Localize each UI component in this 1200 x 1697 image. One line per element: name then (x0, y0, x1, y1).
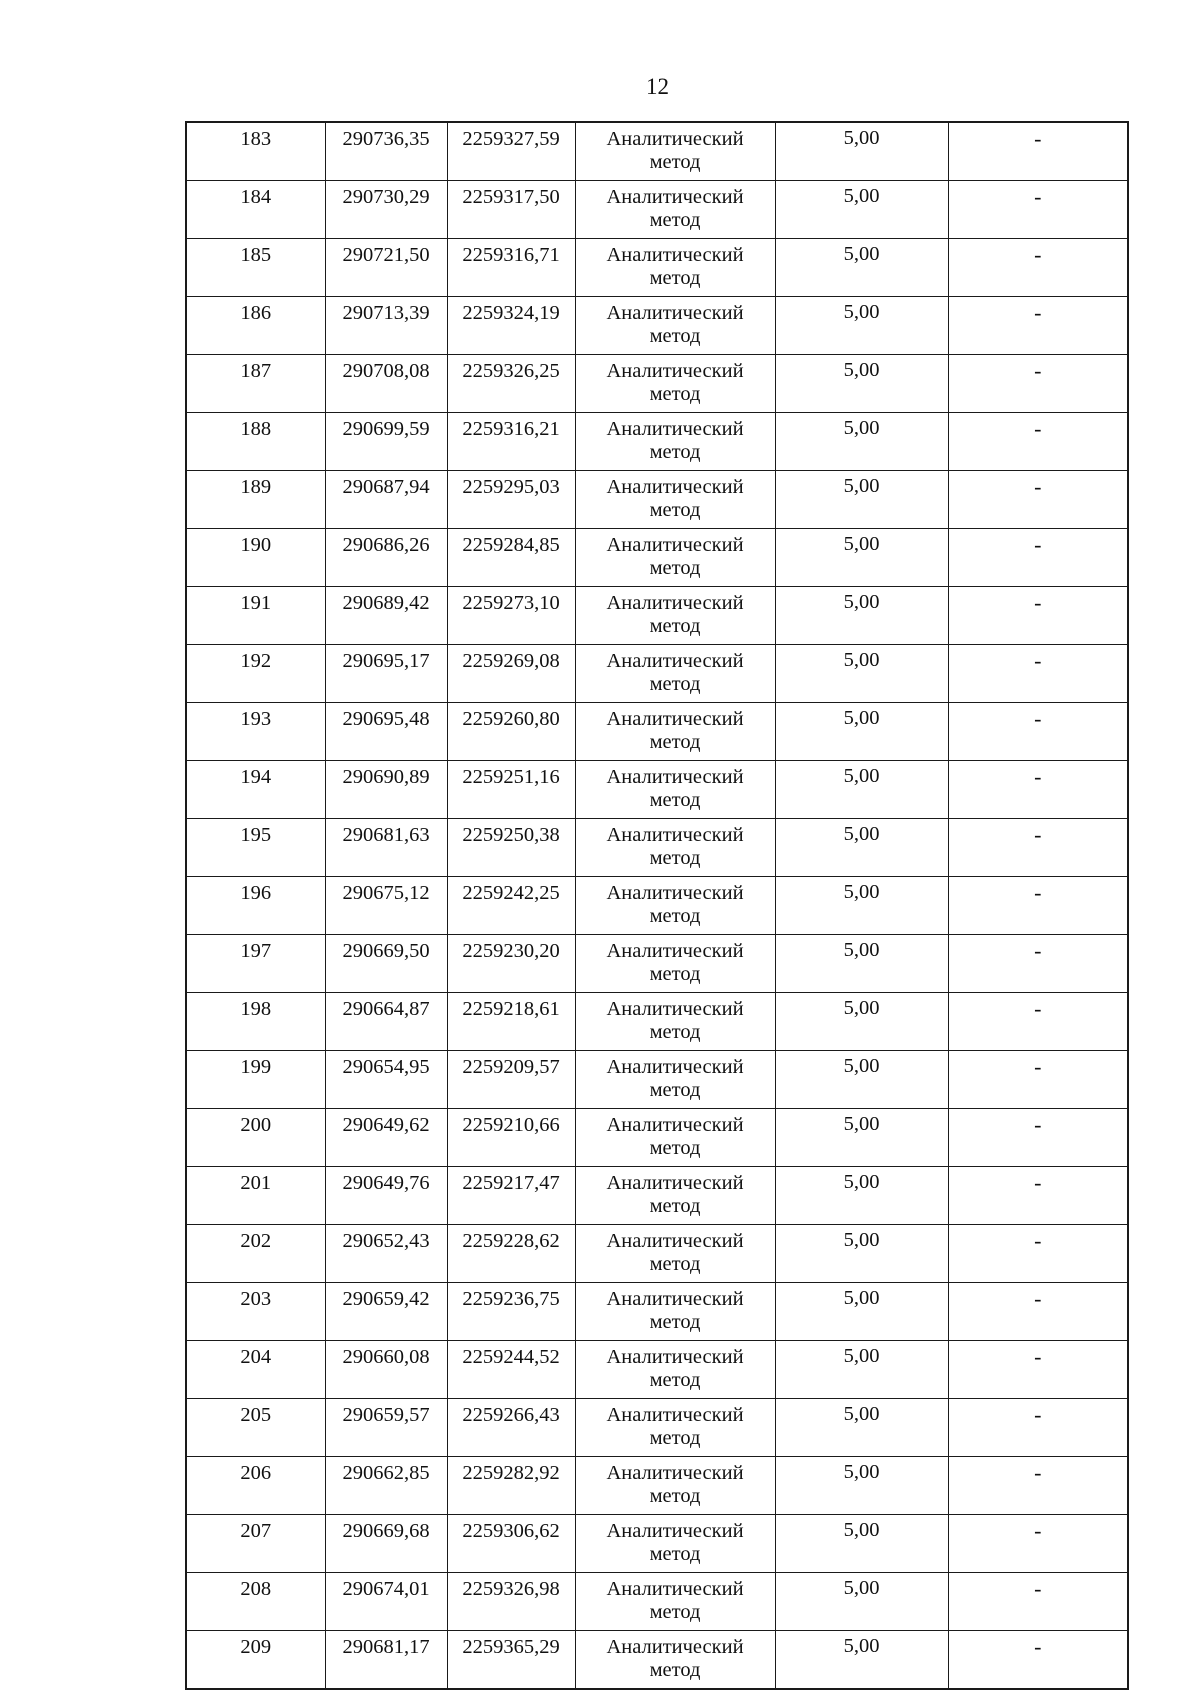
y-coordinate-cell: 2259327,59 (447, 122, 575, 181)
method-line-1: Аналитический (606, 534, 744, 556)
method-line-2: метод (649, 151, 701, 173)
y-coordinate-cell: 2259210,66 (447, 1109, 575, 1167)
method-line-1: Аналитический (606, 1636, 744, 1658)
note-cell: - (948, 181, 1128, 239)
accuracy-cell: 5,00 (775, 1225, 948, 1283)
method-cell (575, 761, 775, 819)
method-cell (575, 1631, 775, 1690)
point-number-cell: 209 (186, 1631, 325, 1690)
method-cell (575, 239, 775, 297)
method-line-1: Аналитический (606, 708, 744, 730)
table-row (186, 1631, 1128, 1690)
accuracy-cell: 5,00 (775, 181, 948, 239)
note-cell: - (948, 1515, 1128, 1573)
table-row (186, 1399, 1128, 1457)
method-cell (575, 877, 775, 935)
table-row (186, 413, 1128, 471)
note-cell: - (948, 877, 1128, 935)
method-line-1: Аналитический (606, 128, 744, 150)
accuracy-cell: 5,00 (775, 1573, 948, 1631)
method-line-1: Аналитический (606, 1230, 744, 1252)
method-line-2: метод (649, 1543, 701, 1565)
accuracy-cell: 5,00 (775, 1457, 948, 1515)
accuracy-cell: 5,00 (775, 819, 948, 877)
accuracy-cell: 5,00 (775, 1515, 948, 1573)
table-row (186, 819, 1128, 877)
coordinates-table-body (186, 122, 1128, 1689)
point-number-cell: 202 (186, 1225, 325, 1283)
x-coordinate-cell: 290736,35 (325, 122, 447, 181)
method-line-2: метод (649, 1137, 701, 1159)
y-coordinate-cell: 2259228,62 (447, 1225, 575, 1283)
method-line-2: метод (649, 1311, 701, 1333)
y-coordinate-cell: 2259324,19 (447, 297, 575, 355)
method-line-1: Аналитический (606, 650, 744, 672)
x-coordinate-cell: 290659,42 (325, 1283, 447, 1341)
method-cell (575, 355, 775, 413)
page-number: 12 (646, 74, 669, 99)
x-coordinate-cell: 290659,57 (325, 1399, 447, 1457)
accuracy-cell: 5,00 (775, 1399, 948, 1457)
x-coordinate-cell: 290708,08 (325, 355, 447, 413)
x-coordinate-cell: 290664,87 (325, 993, 447, 1051)
y-coordinate-cell: 2259295,03 (447, 471, 575, 529)
accuracy-cell: 5,00 (775, 471, 948, 529)
x-coordinate-cell: 290713,39 (325, 297, 447, 355)
y-coordinate-cell: 2259230,20 (447, 935, 575, 993)
note-cell: - (948, 413, 1128, 471)
method-line-1: Аналитический (606, 418, 744, 440)
method-line-2: метод (649, 615, 701, 637)
method-cell (575, 1283, 775, 1341)
point-number-cell: 192 (186, 645, 325, 703)
accuracy-cell: 5,00 (775, 993, 948, 1051)
point-number-cell: 198 (186, 993, 325, 1051)
method-line-1: Аналитический (606, 766, 744, 788)
accuracy-cell: 5,00 (775, 877, 948, 935)
method-line-1: Аналитический (606, 998, 744, 1020)
method-line-2: метод (649, 1485, 701, 1507)
accuracy-cell: 5,00 (775, 1051, 948, 1109)
method-cell (575, 1457, 775, 1515)
y-coordinate-cell: 2259236,75 (447, 1283, 575, 1341)
y-coordinate-cell: 2259209,57 (447, 1051, 575, 1109)
table-row (186, 1051, 1128, 1109)
accuracy-cell: 5,00 (775, 761, 948, 819)
note-cell: - (948, 1283, 1128, 1341)
method-cell (575, 529, 775, 587)
table-row (186, 703, 1128, 761)
method-line-1: Аналитический (606, 476, 744, 498)
method-cell (575, 1167, 775, 1225)
point-number-cell: 206 (186, 1457, 325, 1515)
method-line-1: Аналитический (606, 1520, 744, 1542)
x-coordinate-cell: 290654,95 (325, 1051, 447, 1109)
method-line-1: Аналитический (606, 1172, 744, 1194)
table-row (186, 122, 1128, 181)
method-cell (575, 935, 775, 993)
note-cell: - (948, 645, 1128, 703)
y-coordinate-cell: 2259326,25 (447, 355, 575, 413)
x-coordinate-cell: 290669,50 (325, 935, 447, 993)
method-line-2: метод (649, 1369, 701, 1391)
method-line-1: Аналитический (606, 1056, 744, 1078)
method-cell (575, 645, 775, 703)
method-cell (575, 1109, 775, 1167)
point-number-cell: 204 (186, 1341, 325, 1399)
point-number-cell: 193 (186, 703, 325, 761)
accuracy-cell: 5,00 (775, 1283, 948, 1341)
note-cell: - (948, 355, 1128, 413)
y-coordinate-cell: 2259242,25 (447, 877, 575, 935)
table-row (186, 1515, 1128, 1573)
table-row (186, 529, 1128, 587)
accuracy-cell: 5,00 (775, 355, 948, 413)
accuracy-cell: 5,00 (775, 1167, 948, 1225)
table-row (186, 239, 1128, 297)
method-line-1: Аналитический (606, 360, 744, 382)
table-row (186, 1167, 1128, 1225)
accuracy-cell: 5,00 (775, 587, 948, 645)
x-coordinate-cell: 290690,89 (325, 761, 447, 819)
y-coordinate-cell: 2259244,52 (447, 1341, 575, 1399)
note-cell: - (948, 587, 1128, 645)
x-coordinate-cell: 290686,26 (325, 529, 447, 587)
point-number-cell: 199 (186, 1051, 325, 1109)
note-cell: - (948, 1399, 1128, 1457)
x-coordinate-cell: 290689,42 (325, 587, 447, 645)
method-cell (575, 413, 775, 471)
note-cell: - (948, 703, 1128, 761)
point-number-cell: 208 (186, 1573, 325, 1631)
note-cell: - (948, 471, 1128, 529)
point-number-cell: 196 (186, 877, 325, 935)
table-row (186, 355, 1128, 413)
x-coordinate-cell: 290675,12 (325, 877, 447, 935)
x-coordinate-cell: 290662,85 (325, 1457, 447, 1515)
y-coordinate-cell: 2259316,71 (447, 239, 575, 297)
note-cell: - (948, 993, 1128, 1051)
note-cell: - (948, 1225, 1128, 1283)
method-cell (575, 819, 775, 877)
accuracy-cell: 5,00 (775, 239, 948, 297)
y-coordinate-cell: 2259218,61 (447, 993, 575, 1051)
method-cell (575, 297, 775, 355)
method-cell (575, 471, 775, 529)
accuracy-cell: 5,00 (775, 413, 948, 471)
x-coordinate-cell: 290730,29 (325, 181, 447, 239)
y-coordinate-cell: 2259269,08 (447, 645, 575, 703)
point-number-cell: 186 (186, 297, 325, 355)
method-line-2: метод (649, 557, 701, 579)
coordinates-table (185, 121, 1129, 1690)
y-coordinate-cell: 2259284,85 (447, 529, 575, 587)
x-coordinate-cell: 290674,01 (325, 1573, 447, 1631)
table-row (186, 877, 1128, 935)
method-line-1: Аналитический (606, 592, 744, 614)
method-line-1: Аналитический (606, 186, 744, 208)
point-number-cell: 205 (186, 1399, 325, 1457)
note-cell: - (948, 1051, 1128, 1109)
y-coordinate-cell: 2259365,29 (447, 1631, 575, 1690)
method-line-2: метод (649, 325, 701, 347)
accuracy-cell: 5,00 (775, 122, 948, 181)
table-row (186, 935, 1128, 993)
method-line-2: метод (649, 1601, 701, 1623)
method-line-1: Аналитический (606, 244, 744, 266)
x-coordinate-cell: 290681,17 (325, 1631, 447, 1690)
method-cell (575, 1515, 775, 1573)
note-cell: - (948, 935, 1128, 993)
accuracy-cell: 5,00 (775, 529, 948, 587)
note-cell: - (948, 297, 1128, 355)
table-row (186, 1283, 1128, 1341)
accuracy-cell: 5,00 (775, 703, 948, 761)
y-coordinate-cell: 2259317,50 (447, 181, 575, 239)
method-line-1: Аналитический (606, 302, 744, 324)
y-coordinate-cell: 2259316,21 (447, 413, 575, 471)
table-row (186, 1457, 1128, 1515)
method-line-2: метод (649, 731, 701, 753)
method-cell (575, 587, 775, 645)
table-row (186, 1573, 1128, 1631)
method-line-1: Аналитический (606, 882, 744, 904)
accuracy-cell: 5,00 (775, 1341, 948, 1399)
point-number-cell: 201 (186, 1167, 325, 1225)
method-line-2: метод (649, 383, 701, 405)
table-row (186, 297, 1128, 355)
x-coordinate-cell: 290652,43 (325, 1225, 447, 1283)
table-row (186, 1109, 1128, 1167)
method-line-2: метод (649, 1253, 701, 1275)
x-coordinate-cell: 290681,63 (325, 819, 447, 877)
table-row (186, 993, 1128, 1051)
accuracy-cell: 5,00 (775, 1631, 948, 1690)
x-coordinate-cell: 290649,62 (325, 1109, 447, 1167)
note-cell: - (948, 239, 1128, 297)
note-cell: - (948, 819, 1128, 877)
method-line-2: метод (649, 1021, 701, 1043)
x-coordinate-cell: 290649,76 (325, 1167, 447, 1225)
method-cell (575, 1225, 775, 1283)
y-coordinate-cell: 2259251,16 (447, 761, 575, 819)
point-number-cell: 184 (186, 181, 325, 239)
point-number-cell: 188 (186, 413, 325, 471)
point-number-cell: 185 (186, 239, 325, 297)
point-number-cell: 190 (186, 529, 325, 587)
point-number-cell: 207 (186, 1515, 325, 1573)
method-line-2: метод (649, 905, 701, 927)
method-line-2: метод (649, 1195, 701, 1217)
accuracy-cell: 5,00 (775, 645, 948, 703)
y-coordinate-cell: 2259266,43 (447, 1399, 575, 1457)
x-coordinate-cell: 290660,08 (325, 1341, 447, 1399)
method-line-2: метод (649, 847, 701, 869)
note-cell: - (948, 1341, 1128, 1399)
note-cell: - (948, 122, 1128, 181)
method-line-1: Аналитический (606, 824, 744, 846)
accuracy-cell: 5,00 (775, 935, 948, 993)
point-number-cell: 195 (186, 819, 325, 877)
accuracy-cell: 5,00 (775, 1109, 948, 1167)
method-cell (575, 1573, 775, 1631)
method-line-2: метод (649, 963, 701, 985)
point-number-cell: 197 (186, 935, 325, 993)
table-row (186, 1341, 1128, 1399)
note-cell: - (948, 1167, 1128, 1225)
point-number-cell: 194 (186, 761, 325, 819)
x-coordinate-cell: 290669,68 (325, 1515, 447, 1573)
note-cell: - (948, 1457, 1128, 1515)
method-line-2: метод (649, 1427, 701, 1449)
method-cell (575, 181, 775, 239)
note-cell: - (948, 1631, 1128, 1690)
x-coordinate-cell: 290721,50 (325, 239, 447, 297)
point-number-cell: 200 (186, 1109, 325, 1167)
x-coordinate-cell: 290695,48 (325, 703, 447, 761)
table-row (186, 645, 1128, 703)
x-coordinate-cell: 290695,17 (325, 645, 447, 703)
x-coordinate-cell: 290687,94 (325, 471, 447, 529)
point-number-cell: 183 (186, 122, 325, 181)
method-line-1: Аналитический (606, 1114, 744, 1136)
method-line-2: метод (649, 441, 701, 463)
point-number-cell: 187 (186, 355, 325, 413)
method-cell (575, 993, 775, 1051)
x-coordinate-cell: 290699,59 (325, 413, 447, 471)
method-line-2: метод (649, 267, 701, 289)
method-cell (575, 1399, 775, 1457)
method-line-2: метод (649, 1659, 701, 1681)
y-coordinate-cell: 2259282,92 (447, 1457, 575, 1515)
table-row (186, 1225, 1128, 1283)
method-line-1: Аналитический (606, 1288, 744, 1310)
table-row (186, 761, 1128, 819)
note-cell: - (948, 529, 1128, 587)
y-coordinate-cell: 2259273,10 (447, 587, 575, 645)
point-number-cell: 203 (186, 1283, 325, 1341)
method-line-2: метод (649, 673, 701, 695)
method-cell (575, 1051, 775, 1109)
method-line-1: Аналитический (606, 1578, 744, 1600)
method-line-1: Аналитический (606, 1404, 744, 1426)
y-coordinate-cell: 2259306,62 (447, 1515, 575, 1573)
y-coordinate-cell: 2259217,47 (447, 1167, 575, 1225)
point-number-cell: 189 (186, 471, 325, 529)
method-line-1: Аналитический (606, 1462, 744, 1484)
method-cell (575, 122, 775, 181)
table-row (186, 587, 1128, 645)
method-line-2: метод (649, 1079, 701, 1101)
y-coordinate-cell: 2259250,38 (447, 819, 575, 877)
note-cell: - (948, 1109, 1128, 1167)
method-cell (575, 1341, 775, 1399)
method-line-2: метод (649, 789, 701, 811)
y-coordinate-cell: 2259260,80 (447, 703, 575, 761)
y-coordinate-cell: 2259326,98 (447, 1573, 575, 1631)
method-line-1: Аналитический (606, 1346, 744, 1368)
method-line-1: Аналитический (606, 940, 744, 962)
table-row (186, 181, 1128, 239)
method-line-2: метод (649, 209, 701, 231)
note-cell: - (948, 1573, 1128, 1631)
method-cell (575, 703, 775, 761)
accuracy-cell: 5,00 (775, 297, 948, 355)
method-line-2: метод (649, 499, 701, 521)
note-cell: - (948, 761, 1128, 819)
table-row (186, 471, 1128, 529)
point-number-cell: 191 (186, 587, 325, 645)
